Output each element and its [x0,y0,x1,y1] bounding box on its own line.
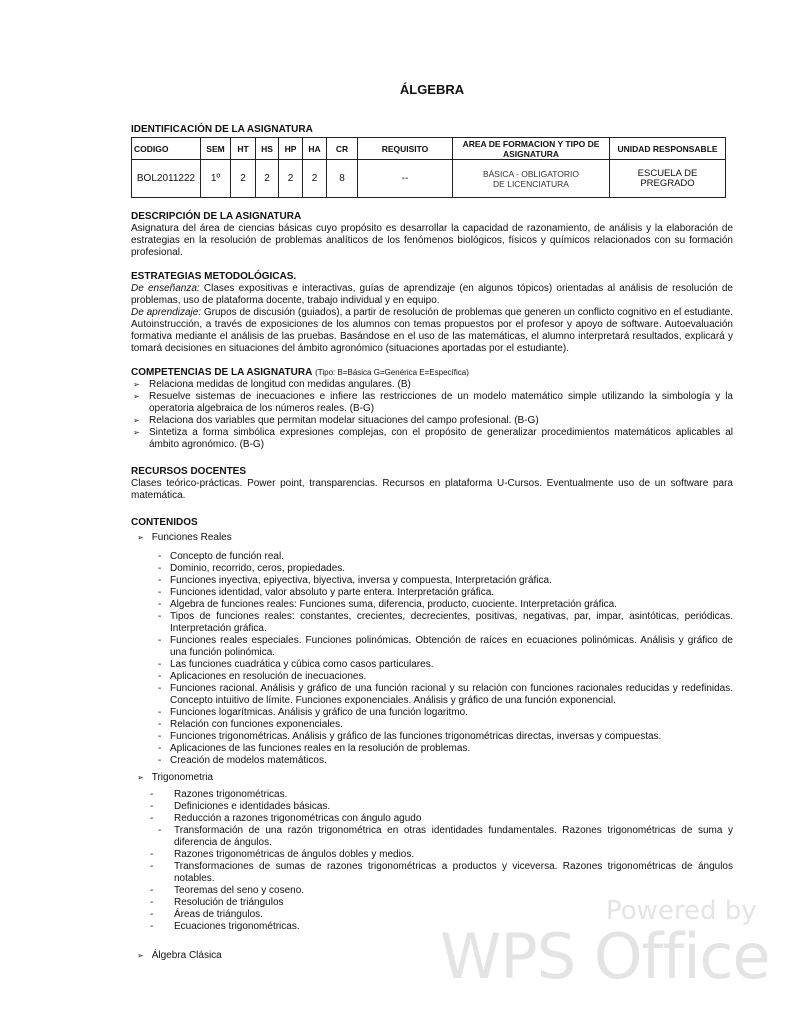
topic-title: Trigonometria [151,772,214,783]
header-cell: HP [279,138,303,160]
page-title: ÁLGEBRA [399,82,465,97]
topic-funciones-reales [131,532,733,544]
resources-heading: RECURSOS DOCENTES [131,466,247,477]
list-item: - Áreas de triángulos. [131,909,733,921]
list-item: - Funciones logarítmicas. Análisis y gráfico de una función logaritmo. [131,707,733,719]
cell-sem: 1º [201,160,231,198]
list-item: - Reducción a razones trigonométricas con ángulo agudo [131,813,733,825]
topic-trigonometria [131,772,733,784]
resources-text: Clases teórico-prácticas. Power point, transparencias. Recursos en plataforma U-Cursos. Eventualmente uso de un software para matemática. [131,478,733,501]
table-header-row [132,138,726,160]
cell-hs: 2 [256,160,279,198]
list-item: ➢ Sintetiza a forma simbólica expresiones complejas, con el propósito de generalizar procedimientos matemáticos aplicables al ámbito agronómico. (B-G) [131,427,733,451]
list-item: - Ecuaciones trigonométricas. [131,921,733,933]
list-item: - Transformación de una razón trigonométrica en otras identidades fundamentales. Razones trigonométricas de suma y diferencia de ángulos. [131,825,733,849]
cell-cr: 8 [327,160,358,198]
list-item: - Aplicaciones en resolución de inecuaciones. [131,671,733,683]
list-item: - Algebra de funciones reales: Funciones suma, diferencia, producto, cuociente. Interpretación gráfica. [131,599,733,611]
list-item: - Transformaciones de sumas de razones trigonométricas a productos y viceversa. Razones trigonométricas de ángulos notables. [131,861,733,885]
header-cell: HA [303,138,327,160]
cell-ha: 2 [303,160,327,198]
description-heading: DESCRIPCIÓN DE LA ASIGNATURA [131,211,302,222]
competencies-list [131,379,733,451]
list-item: - Funciones inyectiva, epiyectiva, biyectiva, inversa y compuesta, Interpretación gráfica. [131,575,733,587]
description-section [131,211,733,259]
list-item: ➢ Relaciona dos variables que permitan modelar situaciones del campo profesional. (B-G) [131,415,733,427]
list-item: - Funciones racional. Análisis y gráfico de una función racional y su relación con funciones racionales reducidas y redefinidas. Concepto intuitivo de límite. Funciones exponenciales. Análisis y gráfico de una función exponencial. [131,683,733,707]
header-cell: REQUISITO [358,138,453,160]
learning-label: De aprendizaje: [131,307,202,318]
list-item: - Concepto de función real. [131,551,733,563]
list-item: - Resolución de triángulos [131,897,733,909]
cell-area: BÁSICA - OBLIGATORIO DE LICENCIATURA [453,160,610,198]
identification-section [131,124,733,198]
funciones-list [131,551,733,767]
watermark-powered-by: Powered by [606,896,757,926]
strategies-heading: ESTRATEGIAS METODOLÓGICAS. [131,271,297,282]
list-item: - Aplicaciones de las funciones reales en la resolución de problemas. [131,743,733,755]
header-cell: CODIGO [132,138,201,160]
identification-heading: IDENTIFICACIÓN DE LA ASIGNATURA [131,124,313,135]
list-item: - Teoremas del seno y coseno. [131,885,733,897]
teaching-strategy [131,283,733,307]
teaching-label: De enseñanza: [131,283,200,294]
header-cell: CR [327,138,358,160]
arrow-bullet-icon: ➢ [137,773,144,782]
cell-ht: 2 [231,160,256,198]
list-item: - Funciones trigonométricas. Análisis y gráfico de las funciones trigonométricas directas, inversas y compuestas. [131,731,733,743]
list-item: ➢ Resuelve sistemas de inecuaciones e infiere las restricciones de un modelo matemático simple utilizando la simbología y la operatoria algebraica de los números reales. (B-G) [131,391,733,415]
list-item: - Funciones identidad, valor absoluto y parte entera. Interpretación gráfica. [131,587,733,599]
cell-codigo: BOL2011222 [132,160,201,198]
resources-section [131,466,733,502]
arrow-bullet-icon: ➢ [137,951,144,960]
topic-title: Álgebra Clásica [151,950,222,961]
wps-office-watermark-logo: WPS Office [440,920,770,993]
header-cell: UNIDAD RESPONSABLE [610,138,726,160]
list-item: - Definiciones e identidades básicas. [131,801,733,813]
list-item: - Tipos de funciones reales: constantes, crecientes, decrecientes, positivas, negativas, par, impar, asintóticas, periódicas. Interpretación gráfica. [131,611,733,635]
competencies-type-legend: (Tipo: B=Básica G=Genérica E=Específica) [315,368,469,377]
arrow-bullet-icon: ➢ [137,533,144,542]
header-cell: HS [256,138,279,160]
learning-strategy [131,307,733,355]
header-cell: AREA DE FORMACION Y TIPO DE ASIGNATURA [453,138,610,160]
cell-unidad: ESCUELA DE PREGRADO [610,160,726,198]
list-item: - Razones trigonométricas. [131,789,733,801]
list-item: - Funciones reales especiales. Funciones polinómicas. Obtención de raíces en ecuaciones polinómicas. Análisis y gráfico de una función polinómica. [131,635,733,659]
header-cell: SEM [201,138,231,160]
contents-heading: CONTENIDOS [131,517,198,528]
list-item: - Las funciones cuadrática y cúbica como casos particulares. [131,659,733,671]
list-item: - Creación de modelos matemáticos. [131,755,733,767]
competencies-section [131,367,733,451]
competencies-heading: COMPETENCIAS DE LA ASIGNATURA [131,367,313,378]
competencies-title [131,367,733,379]
identification-table [131,137,726,198]
list-item: - Relación con funciones exponenciales. [131,719,733,731]
list-item: - Razones trigonométricas de ángulos dobles y medios. [131,849,733,861]
description-text: Asignatura del área de ciencias básicas cuyo propósito es desarrollar la capacidad de razonamiento, de análisis y la elaboración de estrategias en la resolución de problemas analíticos de los fenómenos biológicos, físicos y químicos relacionados con su formación profesional. [131,223,733,258]
cell-hp: 2 [279,160,303,198]
header-cell: HT [231,138,256,160]
learning-text: Grupos de discusión (guiados), a partir de resolución de problemas que generen un conflicto cognitivo en el estudiante. Autoinstrucción, a través de exposiciones de los alumnos con temas propuestos por el profesor y apoyo de software. Autoevaluación formativa mediante el análisis de las pruebas. Basándose en el uso de las matemáticas, el alumno interpretará resultados, explicará y tomará decisiones en situaciones del ámbito agronómico (situaciones aportadas por el estudiante). [131,307,734,354]
list-item: ➢ Relaciona medidas de longitud con medidas angulares. (B) [131,379,733,391]
strategies-section [131,271,733,355]
table-row [132,160,726,198]
teaching-text: Clases expositivas e interactivas, guías de aprendizaje (en algunos tópicos) orientadas al análisis de resolución de problemas, uso de plataforma docente, trabajo individual y en equipo. [131,283,733,306]
cell-requisito: -- [358,160,453,198]
topic-title: Funciones Reales [151,532,232,543]
list-item: - Dominio, recorrido, ceros, propiedades. [131,563,733,575]
